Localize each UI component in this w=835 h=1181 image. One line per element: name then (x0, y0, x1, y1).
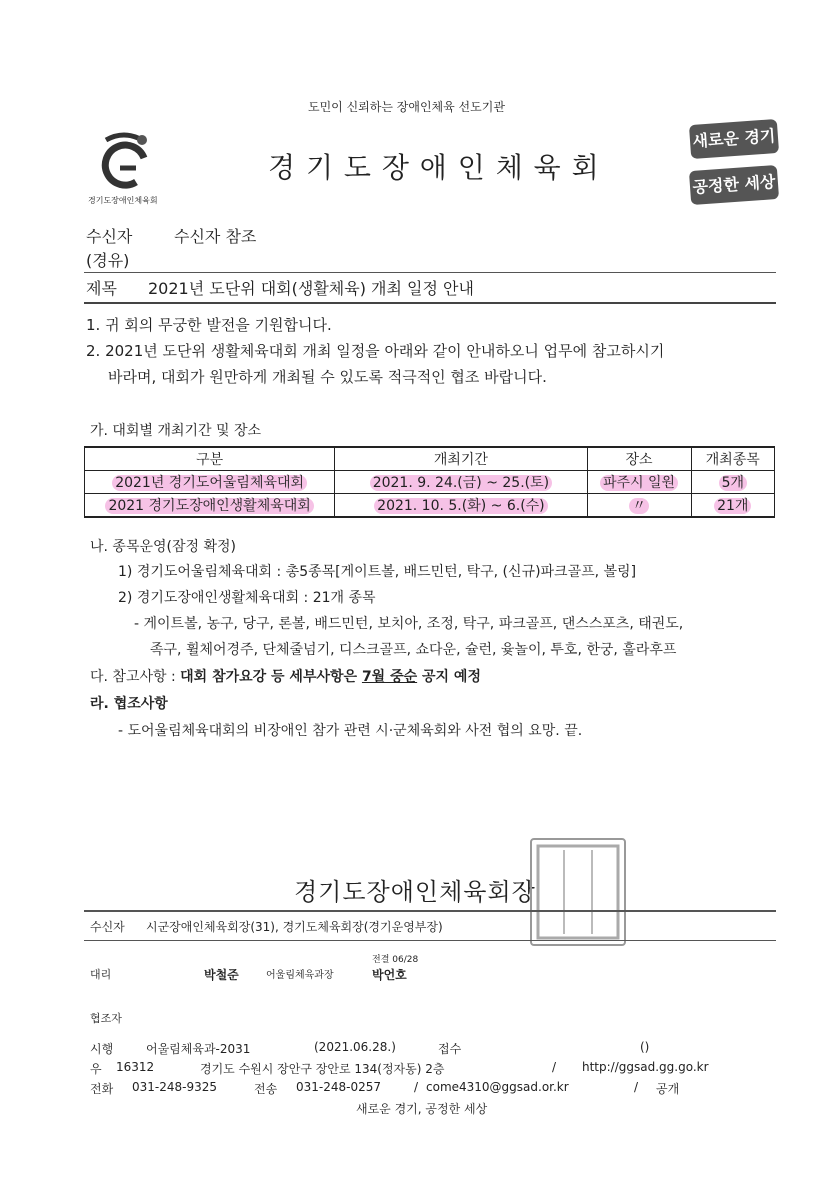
cell-sports-count: 5개 (719, 475, 747, 491)
address-value: 경기도 수원시 장안구 장안로 134(정자동) 2층 (200, 1062, 445, 1076)
postal-label: 우 (90, 1062, 102, 1076)
table-cell (85, 494, 335, 518)
cell-venue: 파주시 일원 (600, 475, 678, 491)
cell-event: 2021년 경기도어울림체육대회 (112, 475, 307, 491)
phone-label: 전화 (90, 1082, 114, 1096)
section-da (90, 666, 481, 686)
schedule-table (84, 446, 775, 518)
fax-label: 전송 (254, 1082, 278, 1096)
division-title: 어울림체육과장 (266, 970, 334, 981)
table-row (85, 471, 775, 494)
divider (84, 302, 776, 304)
postal-code: 16312 (116, 1060, 155, 1074)
website-link[interactable]: http://ggsad.gg.go.kr (582, 1060, 709, 1074)
deputy-label: 대리 (90, 968, 112, 981)
recipient-value: 수신자 참조 (174, 227, 257, 246)
enforcement-value: 어울림체육과-2031 (146, 1042, 251, 1056)
separator: / (552, 1060, 557, 1074)
paragraph-2-line2: 바라며, 대회가 원만하게 개최될 수 있도록 적극적인 협조 바랍니다. (108, 368, 547, 386)
org-title: 경 기 도 장 애 인 체 육 회 (268, 151, 600, 184)
table-cell (691, 471, 774, 494)
section-ra-heading: 라. 협조사항 (90, 696, 168, 712)
sports-list-line2: 족구, 휠체어경주, 단체줄넘기, 디스크골프, 쇼다운, 슐런, 윷놀이, 투호, 한궁, 훌라후프 (150, 642, 677, 658)
approver-name: 박언호 (372, 968, 407, 982)
fax-value: 031-248-0257 (296, 1080, 382, 1094)
enforcement-label: 시행 (90, 1042, 114, 1056)
divider (84, 940, 776, 941)
table-cell (587, 471, 691, 494)
table-cell (335, 471, 587, 494)
da-underlined: 7월 중순 (361, 669, 418, 685)
table-header-cell: 개최기간 (335, 447, 587, 471)
table-cell (335, 494, 587, 518)
table-header-row (85, 447, 775, 471)
approval-note: 전결 06/28 (372, 955, 419, 965)
da-bold: 대회 참가요강 등 세부사항은 (180, 669, 362, 685)
divider (84, 910, 776, 912)
official-seal (530, 838, 626, 946)
table-cell (85, 471, 335, 494)
separator: / (634, 1080, 639, 1094)
da-rest: 공지 예정 (417, 669, 481, 685)
recipient-label: 수신자 (86, 227, 133, 246)
receipt-value: () (640, 1040, 650, 1054)
recipients-value: 시군장애인체육회장(31), 경기도체육회장(경기운영부장) (146, 920, 443, 934)
recipients-label: 수신자 (90, 920, 125, 934)
table-header-cell: 장소 (587, 447, 691, 471)
receipt-label: 접수 (438, 1042, 462, 1056)
table-row (85, 494, 775, 518)
na-item-1: 1) 경기도어울림체육대회 : 총5종목[게이트볼, 배드민턴, 탁구, (신규)파크골프, 볼링] (118, 564, 637, 580)
subject-value: 2021년 도단위 대회(생활체육) 개최 일정 안내 (148, 279, 474, 298)
collaborator-label: 협조자 (90, 1012, 122, 1025)
org-logo (96, 130, 156, 192)
paragraph-2-line1: 2. 2021년 도단위 생활체육대회 개최 일정을 아래와 같이 안내하오니 업무에 참고하시기 (86, 342, 665, 360)
phone-value: 031-248-9325 (132, 1080, 218, 1094)
slogan-stamp (690, 112, 778, 208)
section-na-heading: 나. 종목운영(잠정 확정) (90, 539, 236, 555)
ra-item: - 도어울림체육대회의 비장애인 참가 관련 시·군체육회와 사전 협의 요망. 끝. (118, 723, 583, 739)
table-header-cell: 개최종목 (691, 447, 774, 471)
subject-label: 제목 (86, 279, 117, 298)
cell-event: 2021 경기도장애인생활체육대회 (105, 498, 313, 514)
table-header-cell: 구분 (85, 447, 335, 471)
org-logo-caption: 경기도장애인체육회 (88, 196, 158, 205)
paragraph-1: 1. 귀 회의 무궁한 발전을 기원합니다. (86, 316, 332, 334)
via-label: (경유) (86, 251, 130, 270)
da-prefix: 다. 참고사항 : (90, 669, 181, 685)
deputy-name: 박철준 (204, 968, 239, 982)
disclosure: 공개 (656, 1082, 680, 1096)
table-cell (691, 494, 774, 518)
cell-period: 2021. 10. 5.(화) ~ 6.(수) (374, 498, 548, 514)
seal-icon (532, 840, 624, 944)
stamp-line2: 공정한 세상 (689, 165, 779, 205)
table-cell (587, 494, 691, 518)
section-ga-heading: 가. 대회별 개최기간 및 장소 (90, 423, 262, 439)
sender-title: 경기도장애인체육회장 (294, 878, 536, 906)
email-link[interactable]: come4310@ggsad.or.kr (426, 1080, 569, 1094)
sports-list-line1: - 게이트볼, 농구, 당구, 론볼, 배드민턴, 보치아, 조정, 탁구, 파크골프, 댄스스포츠, 태권도, (134, 616, 684, 632)
footer-slogan: 새로운 경기, 공정한 세상 (356, 1102, 488, 1116)
cell-period: 2021. 9. 24.(금) ~ 25.(토) (370, 475, 552, 491)
motto: 도민이 신뢰하는 장애인체육 선도기관 (308, 100, 505, 114)
enforcement-date: (2021.06.28.) (314, 1040, 396, 1054)
org-logo-icon (96, 130, 156, 192)
separator: / (414, 1080, 419, 1094)
na-item-2: 2) 경기도장애인생활체육대회 : 21개 종목 (118, 590, 376, 606)
stamp-line1: 새로운 경기 (689, 119, 779, 159)
cell-venue: 〃 (629, 498, 649, 514)
divider (84, 272, 776, 273)
cell-sports-count: 21개 (714, 498, 751, 514)
